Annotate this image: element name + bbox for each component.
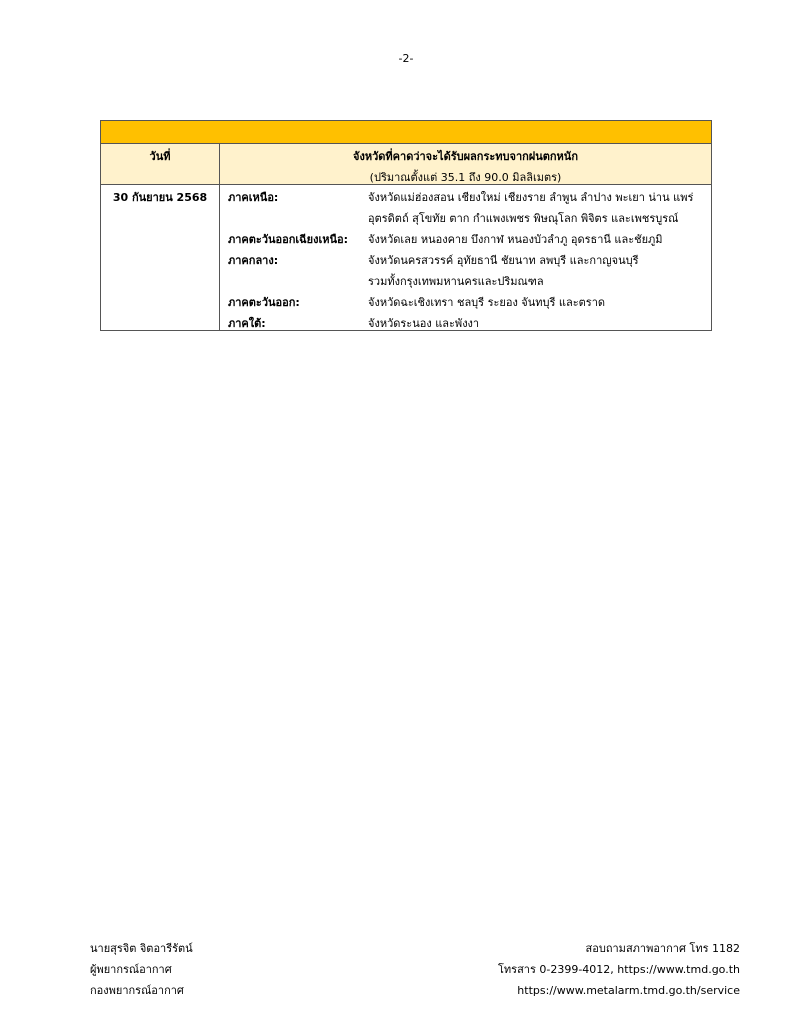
- row-regions: [220, 185, 711, 331]
- region-label: ภาคกลาง:: [228, 254, 279, 267]
- region-northeast: [228, 229, 711, 250]
- region-east: [228, 292, 711, 313]
- region-label: ภาคตะวันออกเฉียงเหนือ:: [228, 233, 349, 246]
- header-date: วันที่: [101, 144, 220, 184]
- contact-phone: สอบถามสภาพอากาศ โทร 1182: [585, 942, 740, 955]
- rainfall-forecast-table: [100, 120, 712, 331]
- region-line: รวมทั้งกรุงเทพมหานครและปริมณฑล: [368, 275, 544, 288]
- region-provinces: [368, 292, 711, 313]
- row-date: 30 กันยายน 2568: [101, 185, 220, 331]
- footer-signature: [90, 938, 193, 1001]
- region-line: จังหวัดแม่ฮ่องสอน เชียงใหม่ เชียงราย ลำพูน ลำปาง พะเยา น่าน แพร่: [368, 191, 694, 204]
- contact-fax-website: โทรสาร 0-2399-4012, https://www.tmd.go.th: [498, 963, 740, 976]
- region-line: จังหวัดฉะเชิงเทรา ชลบุรี ระยอง จันทบุรี และตราด: [368, 296, 606, 309]
- forecaster-position: ผู้พยากรณ์อากาศ: [90, 963, 172, 976]
- header-affected-provinces: [220, 144, 711, 184]
- table-title-band: [101, 121, 711, 144]
- region-line: จังหวัดนครสวรรค์ อุทัยธานี ชัยนาท ลพบุรี และกาญจนบุรี: [368, 254, 639, 267]
- region-line: จังหวัดระนอง และพังงา: [368, 317, 480, 330]
- region-label: ภาคตะวันออก:: [228, 296, 300, 309]
- region-provinces: [368, 187, 711, 229]
- header-area-title: จังหวัดที่คาดว่าจะได้รับผลกระทบจากฝนตกหนัก: [353, 150, 578, 163]
- region-label: ภาคใต้:: [228, 317, 266, 330]
- page-number: -2-: [398, 52, 414, 65]
- footer-contact: [498, 938, 740, 1001]
- region-provinces: [368, 229, 711, 250]
- contact-service-url: https://www.metalarm.tmd.go.th/service: [517, 984, 740, 997]
- region-south: [228, 313, 711, 334]
- region-label: ภาคเหนือ:: [228, 191, 279, 204]
- table-row: [101, 185, 711, 331]
- region-central: [228, 250, 711, 292]
- region-provinces: [368, 250, 711, 292]
- region-north: [228, 187, 711, 229]
- region-line: จังหวัดเลย หนองคาย บึงกาฬ หนองบัวลำภู อุดรธานี และชัยภูมิ: [368, 233, 663, 246]
- table-header-row: [101, 144, 711, 185]
- region-provinces: [368, 313, 711, 334]
- region-line: อุตรดิตถ์ สุโขทัย ตาก กำแพงเพชร พิษณุโลก พิจิตร และเพชรบูรณ์: [368, 212, 679, 225]
- forecaster-name: นายสุรจิต จิตอารีรัตน์: [90, 942, 193, 955]
- header-area-subtitle: (ปริมาณตั้งแต่ 35.1 ถึง 90.0 มิลลิเมตร): [369, 171, 562, 184]
- forecaster-division: กองพยากรณ์อากาศ: [90, 984, 184, 997]
